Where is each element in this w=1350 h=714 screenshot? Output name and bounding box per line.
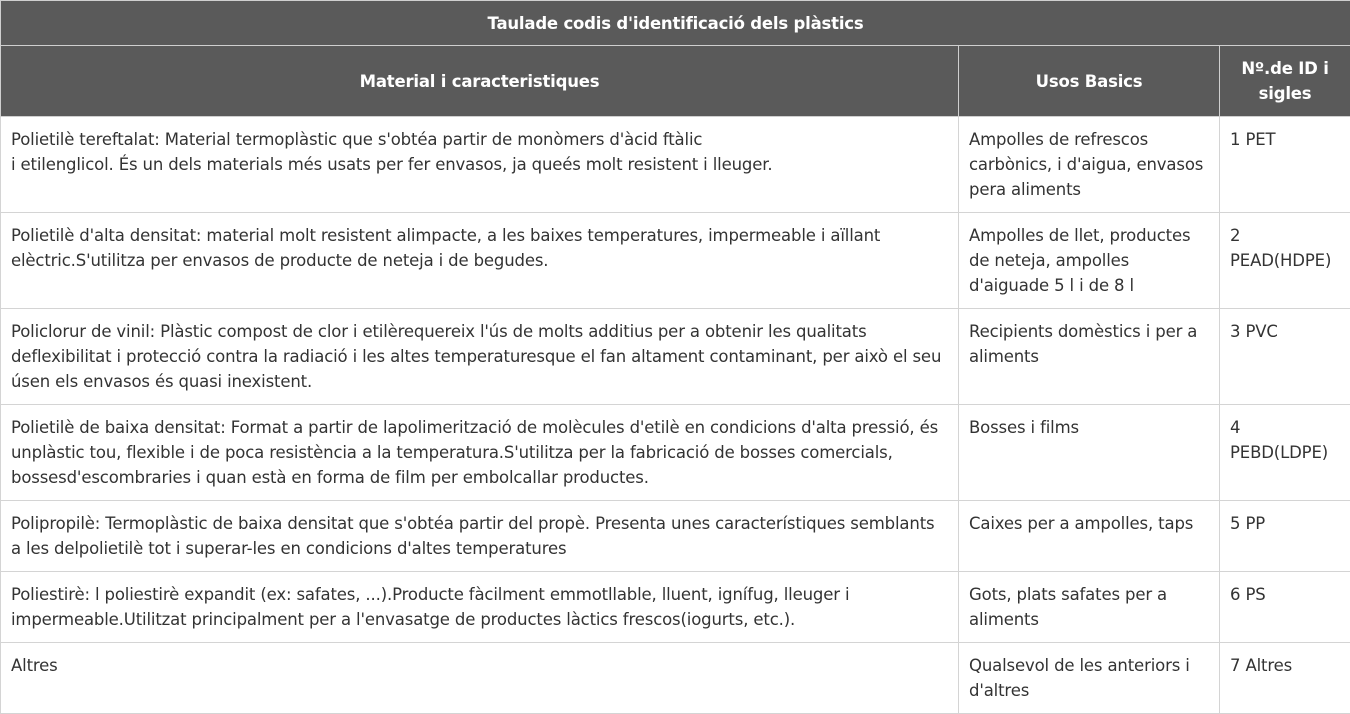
- table-row: [1, 213, 1350, 309]
- header-material: Material i caracteristiques: [1, 46, 959, 117]
- uses-cell: Ampolles de llet, productes de neteja, ampolles d'aiguade 5 l i de 8 l: [959, 213, 1220, 309]
- material-line: impermeable.Utilitzat principalment per a l'envasatge de productes làctics frescos(iogurts, etc.).: [11, 607, 948, 632]
- material-line: elèctric.S'utilitza per envasos de producte de neteja i de begudes.: [11, 248, 948, 273]
- uses-cell: Ampolles de refrescos carbònics, i d'aigua, envasos pera aliments: [959, 117, 1220, 213]
- uses-cell: Qualsevol de les anteriors i d'altres: [959, 643, 1220, 714]
- uses-cell: Caixes per a ampolles, taps: [959, 501, 1220, 572]
- material-line: Polipropilè: Termoplàstic de baixa densitat que s'obtéa partir del propè. Presenta unes característiques semblants: [11, 511, 948, 536]
- material-line: unplàstic tou, flexible i de poca resistència a la temperatura.S'utilitza per la fabricació de bosses comercials,: [11, 440, 948, 465]
- id-cell: 1 PET: [1220, 117, 1350, 213]
- material-cell: [1, 501, 959, 572]
- id-cell: 4 PEBD(LDPE): [1220, 405, 1350, 501]
- material-line: bossesd'escombraries i quan està en forma de film per embolcallar productes.: [11, 465, 948, 490]
- id-cell: 6 PS: [1220, 572, 1350, 643]
- material-line: Polietilè de baixa densitat: Format a partir de lapolimerització de molècules d'etilè en condicions d'alta pressió, és: [11, 415, 948, 440]
- material-line: Policlorur de vinil: Plàstic compost de clor i etilèrequereix l'ús de molts additius per a obtenir les qualitats: [11, 319, 948, 344]
- table-row: [1, 501, 1350, 572]
- material-cell: [1, 117, 959, 213]
- id-cell: 3 PVC: [1220, 309, 1350, 405]
- material-cell: [1, 572, 959, 643]
- material-line: deflexibilitat i protecció contra la radiació i les altes temperaturesque el fan altament contaminant, per això el seu: [11, 344, 948, 369]
- uses-cell: Bosses i films: [959, 405, 1220, 501]
- material-line: Polietilè tereftalat: Material termoplàstic que s'obtéa partir de monòmers d'àcid ftàlic: [11, 127, 948, 152]
- material-line: a les delpolietilè tot i superar-les en condicions d'altes temperatures: [11, 536, 948, 561]
- header-uses: Usos Basics: [959, 46, 1220, 117]
- table-title-row: [1, 1, 1350, 46]
- material-line: i etilenglicol. És un dels materials més usats per fer envasos, ja queés molt resistent i lleuger.: [11, 152, 948, 177]
- table-row: [1, 309, 1350, 405]
- material-line: Poliestirè: l poliestirè expandit (ex: safates, ...).Producte fàcilment emmotllable, lluent, ignífug, lleuger i: [11, 582, 948, 607]
- material-cell: [1, 643, 959, 714]
- material-line: Polietilè d'alta densitat: material molt resistent alimpacte, a les baixes temperatures, impermeable i aïllant: [11, 223, 948, 248]
- material-cell: [1, 405, 959, 501]
- table-header-row: [1, 46, 1350, 117]
- table-row: [1, 405, 1350, 501]
- material-line: Altres: [11, 653, 948, 678]
- id-cell: 7 Altres: [1220, 643, 1350, 714]
- header-id: Nº.de ID i sigles: [1220, 46, 1350, 117]
- material-cell: [1, 213, 959, 309]
- table-title: Taulade codis d'identificació dels plàstics: [1, 1, 1350, 46]
- material-line: úsen els envasos és quasi inexistent.: [11, 369, 948, 394]
- table-row: [1, 117, 1350, 213]
- id-cell: 5 PP: [1220, 501, 1350, 572]
- uses-cell: Recipients domèstics i per a aliments: [959, 309, 1220, 405]
- table-body: [1, 117, 1350, 714]
- uses-cell: Gots, plats safates per a aliments: [959, 572, 1220, 643]
- table-row: [1, 572, 1350, 643]
- id-cell: 2 PEAD(HDPE): [1220, 213, 1350, 309]
- material-cell: [1, 309, 959, 405]
- table-row: [1, 643, 1350, 714]
